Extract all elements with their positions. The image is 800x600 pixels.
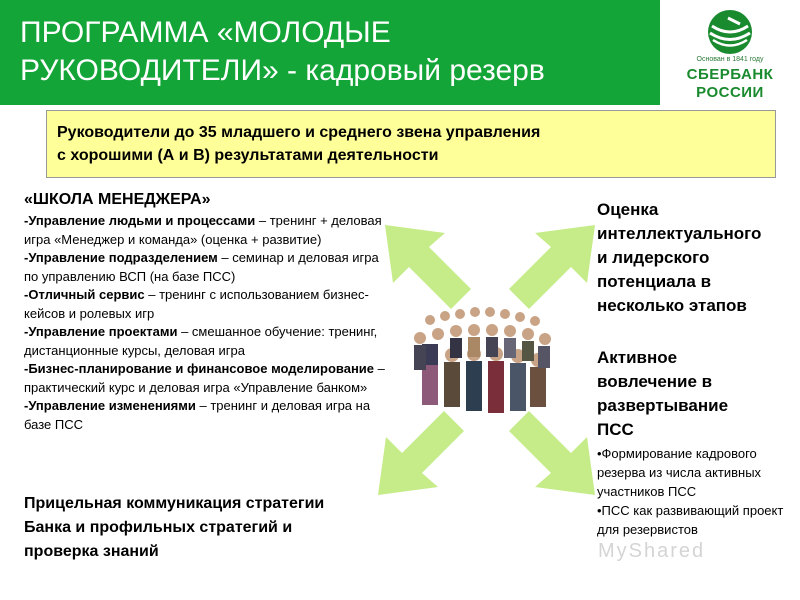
list-item: -Управление людьми и процессами – тренинг + деловая игра «Менеджер и команда» (оценка + развитие) (24, 213, 382, 247)
strategy-communication-text: Прицельная коммуникация стратегии Банка и профильных стратегий и проверка знаний (24, 495, 325, 560)
watermark: MyShared (598, 540, 706, 562)
list-item: -Управление изменениями – тренинг и деловая игра на базе ПСС (24, 398, 371, 432)
school-items (24, 212, 389, 434)
list-item: -Управление проектами – смешанное обучение: тренинг, дистанционные курсы, деловая игра (24, 324, 378, 358)
involvement-heading: Активное вовлечение в развертывание ПСС (597, 348, 729, 439)
assessment-text: Оценка интеллектуального и лидерского потенциала в несколько этапов (597, 200, 762, 315)
logo-name-line1: СБЕРБАНК (686, 66, 774, 83)
target-audience-callout: Руководители до 35 младшего и среднего звена управления с хорошими (А и В) результатами деятельности (46, 110, 776, 178)
logo-tagline: Основан в 1841 году (696, 56, 764, 63)
logo-emblem-icon (670, 8, 790, 56)
logo-name-line2: РОССИИ (696, 84, 764, 101)
sberbank-logo (670, 8, 790, 104)
school-heading: «ШКОЛА МЕНЕДЖЕРА» (24, 191, 211, 208)
list-item: -Отличный сервис – тренинг с использованием бизнес-кейсов и ролевых игр (24, 287, 369, 321)
list-item: •ПСС как развивающий проект для резервистов (597, 503, 784, 537)
involvement-bullets (597, 444, 797, 539)
list-item: -Бизнес-планирование и финансовое моделирование – практический курс и деловая игра «Управление банком» (24, 361, 385, 395)
header-banner (0, 0, 660, 105)
school-section (24, 190, 389, 434)
crowd-of-people-image (400, 300, 560, 425)
list-item: •Формирование кадрового резерва из числа активных участников ПСС (597, 446, 762, 499)
involvement-section (597, 346, 797, 539)
slide-title: ПРОГРАММА «МОЛОДЫЕ РУКОВОДИТЕЛИ» - кадровый резерв (20, 16, 545, 87)
list-item: -Управление подразделением – семинар и деловая игра по управлению ВСП (на базе ПСС) (24, 250, 379, 284)
